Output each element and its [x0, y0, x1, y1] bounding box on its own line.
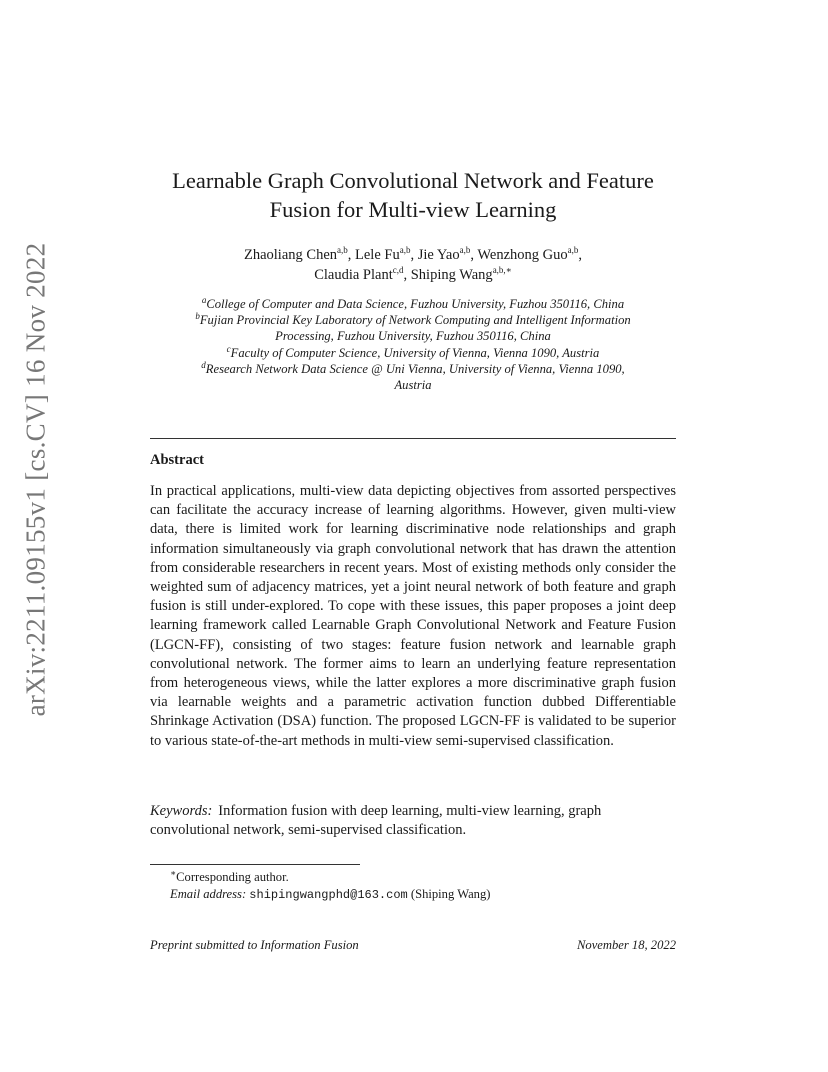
- email-address: shipingwangphd@163.com: [249, 888, 408, 902]
- footnote: [170, 869, 670, 904]
- author-affiliation-mark: a,b: [567, 245, 579, 256]
- affiliation-b: [150, 312, 676, 328]
- author-affiliation-mark: a,b: [399, 245, 411, 256]
- author-affiliation-mark: c,d: [392, 265, 404, 276]
- preprint-date: November 18, 2022: [577, 938, 676, 952]
- author-name: Zhaoliang Chen: [243, 247, 338, 263]
- corresponding-author-text: Corresponding author.: [176, 870, 289, 884]
- author-name: Claudia Plant: [314, 267, 393, 283]
- author-affiliation-mark: a,b,∗: [492, 265, 512, 276]
- author-name: Lele Fu: [355, 247, 400, 263]
- email-owner: (Shiping Wang): [410, 887, 491, 901]
- affiliation-mark: c: [226, 343, 231, 354]
- affiliation-mark: d: [201, 359, 206, 370]
- keywords-block: [150, 802, 676, 840]
- affiliation-text: Fujian Provincial Key Laboratory of Network Computing and Intelligent Information: [199, 313, 631, 328]
- footnote-corresponding: [170, 869, 670, 886]
- title-line-1: Learnable Graph Convolutional Network and Feature: [172, 168, 654, 193]
- author-line-2: Claudia Plant$^{c,d}$, Shiping Wang$^{a,b,∗}$: [314, 265, 512, 283]
- author-line-1: Zhaoliang Chen$^{a,b}$, Lele Fu$^{a,b}$, Jie Yao$^{a,b}$, Wenzhong Guo$^{a,b}$,: [243, 245, 582, 263]
- affiliation-b-continued: Processing, Fuzhou University, Fuzhou 350116, China: [275, 329, 551, 344]
- author-name: Jie Yao: [417, 247, 460, 263]
- footnote-rule: [150, 864, 360, 865]
- author-list: [150, 245, 676, 285]
- author-affiliation-mark: a,b: [337, 245, 348, 256]
- keywords-label: Keywords:: [150, 803, 213, 819]
- affiliation-list: [150, 296, 676, 393]
- author-name: Shiping Wang: [410, 267, 493, 283]
- title-line-2: Fusion for Multi-view Learning: [269, 197, 557, 222]
- affiliation-c: [150, 345, 676, 361]
- arxiv-identifier-stamp: [14, 242, 58, 716]
- abstract-heading: Abstract: [150, 452, 204, 468]
- affiliation-a: [150, 296, 676, 312]
- affiliation-mark: a: [201, 294, 207, 305]
- arxiv-identifier-text: arXiv:2211.09155v1 [cs.CV] 16 Nov 2022: [20, 242, 51, 716]
- affiliation-d-continued: Austria: [394, 378, 432, 393]
- footnote-mark: ∗: [170, 867, 177, 878]
- abstract-body: In practical applications, multi-view data depicting objectives from assorted perspectives can facilitate the accuracy increase of learning algorithms. However, given multi-view data, there is limited work for learning discriminative node relationships and graph information simultaneously via graph convolutional network that has drawn the attention from considerable researchers in recent years. Most of existing methods only consider the weighted sum of adjacency matrices, yet a joint neural network of both feature and graph fusion is still under-explored. To cope with these issues, this paper proposes a joint deep learning framework called Learnable Graph Convolutional Network and Feature Fusion (LGCN-FF), consisting of two stages: feature fusion network and learnable graph convolutional network. The former aims to learn an underlying feature representation from heterogeneous views, while the latter explores a more discriminative graph fusion via learnable weights and a parametric activation function dubbed Differentiable Shrinkage Activation (DSA) function. The proposed LGCN-FF is validated to be superior to various state-of-the-art methods in multi-view semi-supervised classification.: [150, 483, 676, 749]
- footnote-email-line: [170, 886, 670, 904]
- paper-title: [150, 166, 676, 224]
- affiliation-text: Faculty of Computer Science, University of Vienna, Vienna 1090, Austria: [230, 345, 600, 360]
- author-name: Wenzhong Guo: [477, 247, 568, 263]
- author-affiliation-mark: a,b: [459, 245, 471, 256]
- email-label: Email address:: [170, 887, 247, 901]
- keywords-text: Information fusion with deep learning, multi-view learning, graph convolutional network, semi-supervised classification.: [150, 803, 602, 839]
- preprint-note: Preprint submitted to Information Fusion: [150, 938, 359, 952]
- affiliation-text: College of Computer and Data Science, Fuzhou University, Fuzhou 350116, China: [206, 297, 625, 311]
- affiliation-text: Research Network Data Science @ Uni Vienna, University of Vienna, Vienna 1090,: [205, 361, 625, 376]
- abstract-top-rule: [150, 438, 676, 439]
- affiliation-mark: b: [195, 311, 200, 322]
- affiliation-d: [150, 361, 676, 377]
